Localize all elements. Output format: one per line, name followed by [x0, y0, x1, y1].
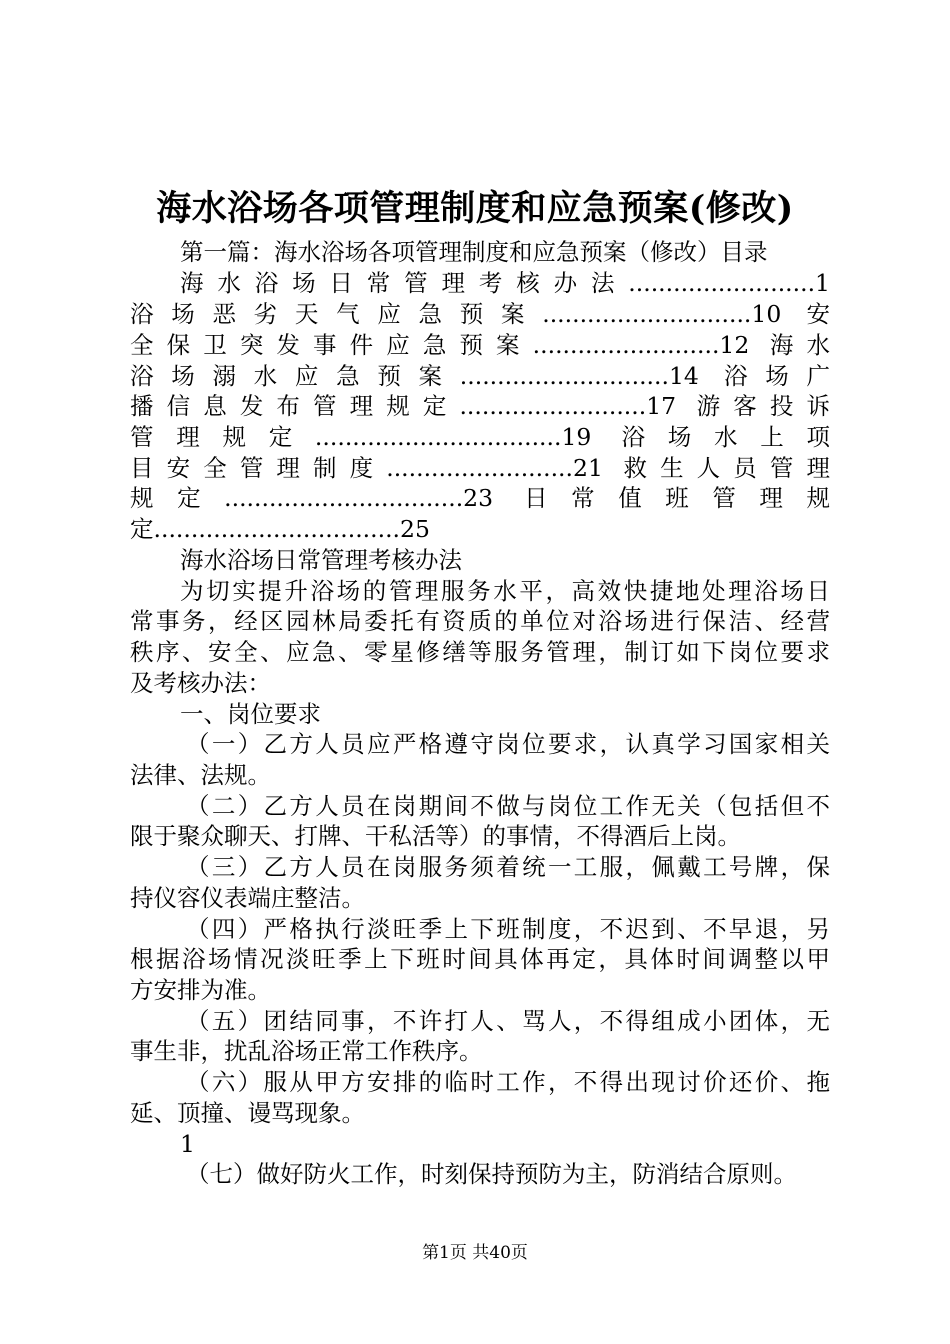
paragraph-line: 及考核办法：: [130, 669, 271, 697]
paragraph-line: 法律、法规。: [130, 761, 271, 789]
paragraph-line: （四）严格执行淡旺季上下班制度，不迟到、不早退，另: [186, 915, 830, 943]
paragraph-line: （六）服从甲方安排的临时工作，不得出现讨价还价、拖: [186, 1068, 830, 1096]
toc-line: 定.................................25: [130, 515, 430, 543]
document-title: 海水浴场各项管理制度和应急预案(修改): [156, 188, 794, 229]
toc-line: 目安全管理制度.........................21 救生人员管理: [130, 454, 830, 482]
paragraph-line: （一）乙方人员应严格遵守岗位要求，认真学习国家相关: [186, 730, 830, 758]
chapter-heading: 第一篇：海水浴场各项管理制度和应急预案（修改）目录: [180, 238, 768, 266]
paragraph-line: （二）乙方人员在岗期间不做与岗位工作无关（包括但不: [186, 792, 830, 820]
paragraph-line: 限于聚众聊天、打牌、干私活等）的事情，不得酒后上岗。: [130, 822, 741, 850]
paragraph-line: 根据浴场情况淡旺季上下班时间具体再定，具体时间调整以甲: [130, 945, 830, 973]
inline-page-number: 1: [180, 1130, 195, 1158]
paragraph-line: 为切实提升浴场的管理服务水平，高效快捷地处理浴场日: [180, 577, 830, 605]
paragraph-line: （三）乙方人员在岗服务须着统一工服，佩戴工号牌，保: [186, 853, 830, 881]
toc-line: 浴场溺水应急预案............................14 浴场广: [130, 362, 830, 390]
paragraph-line: 常事务，经区园林局委托有资质的单位对浴场进行保洁、经营: [130, 607, 830, 635]
paragraph-line: 延、顶撞、谩骂现象。: [130, 1099, 365, 1127]
toc-line: 浴场恶劣天气应急预案............................10 安: [130, 300, 830, 328]
paragraph-line: 持仪容仪表端庄整洁。: [130, 884, 365, 912]
page-footer: 第1页 共40页: [422, 1243, 528, 1263]
paragraph-line: （七）做好防火工作，时刻保持预防为主，防消结合原则。: [186, 1160, 797, 1188]
paragraph-line: 秩序、安全、应急、零星修缮等服务管理，制订如下岗位要求: [130, 638, 830, 666]
section-heading: 海水浴场日常管理考核办法: [180, 546, 462, 574]
subsection-heading: 一、岗位要求: [180, 700, 321, 728]
toc-line: 管理规定.................................19 浴场水上项: [130, 423, 830, 451]
toc-line: 播信息发布管理规定.........................17 游客投诉: [130, 392, 830, 420]
toc-line: 全保卫突发事件应急预案.........................12 海水: [130, 331, 830, 359]
paragraph-line: 方安排为准。: [130, 976, 271, 1004]
toc-line: 海水浴场日常管理考核办法.........................1: [180, 269, 830, 297]
paragraph-line: （五）团结同事，不许打人、骂人，不得组成小团体，无: [186, 1007, 830, 1035]
paragraph-line: 事生非，扰乱浴场正常工作秩序。: [130, 1037, 483, 1065]
toc-line: 规定................................23 日常值班管理规: [130, 484, 830, 512]
